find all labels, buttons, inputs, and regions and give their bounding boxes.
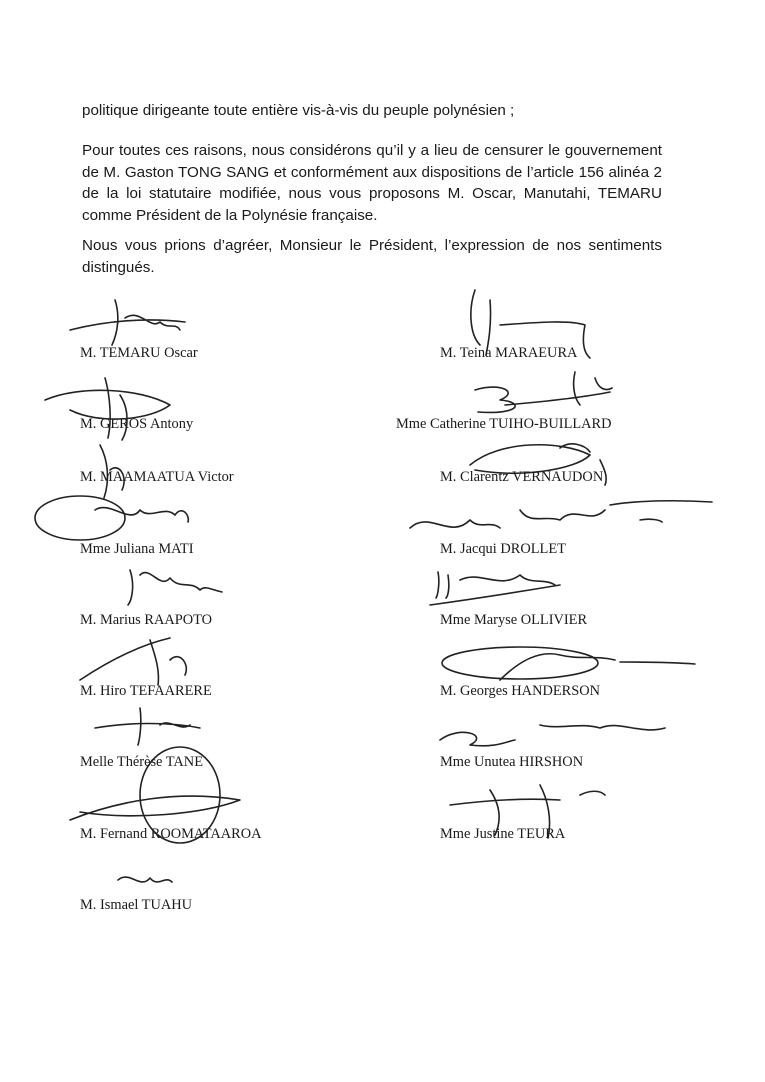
paragraph-closing-salutation: Nous vous prions d’agréer, Monsieur le Président, l’expression de nos sentiments distingués. bbox=[82, 237, 662, 276]
signatory-name: M. Marius RAAPOTO bbox=[80, 612, 213, 628]
signatory-name: M. Clarentz VERNAUDON bbox=[440, 469, 604, 485]
signatory-name: M. Teina MARAEURA bbox=[440, 345, 578, 361]
signatory-name: Mme Unutea HIRSHON bbox=[440, 754, 584, 770]
signatory-name: Melle Thérèse TANE bbox=[80, 754, 203, 770]
signatory-name: M. MAAMAATUA Victor bbox=[80, 469, 234, 485]
signatory-name: Mme Juliana MATI bbox=[80, 541, 194, 557]
signatory-name: Mme Maryse OLLIVIER bbox=[440, 612, 588, 628]
signatory-name: M. TEMARU Oscar bbox=[80, 345, 198, 361]
signatory-name: M. GEROS Antony bbox=[80, 416, 194, 432]
signatory-name: M. Jacqui DROLLET bbox=[440, 541, 566, 557]
signatory-name: Mme Catherine TUIHO-BUILLARD bbox=[396, 416, 612, 432]
signatory-name: M. Georges HANDERSON bbox=[440, 683, 601, 699]
signatory-name: M. Hiro TEFAARERE bbox=[80, 683, 212, 699]
paragraph-censure-proposal: Pour toutes ces raisons, nous considérons qu’il y a lieu de censurer le gouvernement de M. Gaston TONG SANG et conformément aux dispositions de l’article 156 alinéa 2 de la loi statutaire modifiée, nous vous proposons M. Oscar, Manutahi, TEMARU comme Président de la Polynésie française. bbox=[82, 142, 662, 224]
signatory-name: M. Ismael TUAHU bbox=[80, 897, 193, 913]
paragraph-intro-fragment: politique dirigeante toute entière vis-à-vis du peuple polynésien ; bbox=[82, 102, 515, 119]
signatory-name: M. Fernand ROOMATAAROA bbox=[80, 826, 262, 842]
signatory-name: Mme Justine TEURA bbox=[440, 826, 566, 842]
